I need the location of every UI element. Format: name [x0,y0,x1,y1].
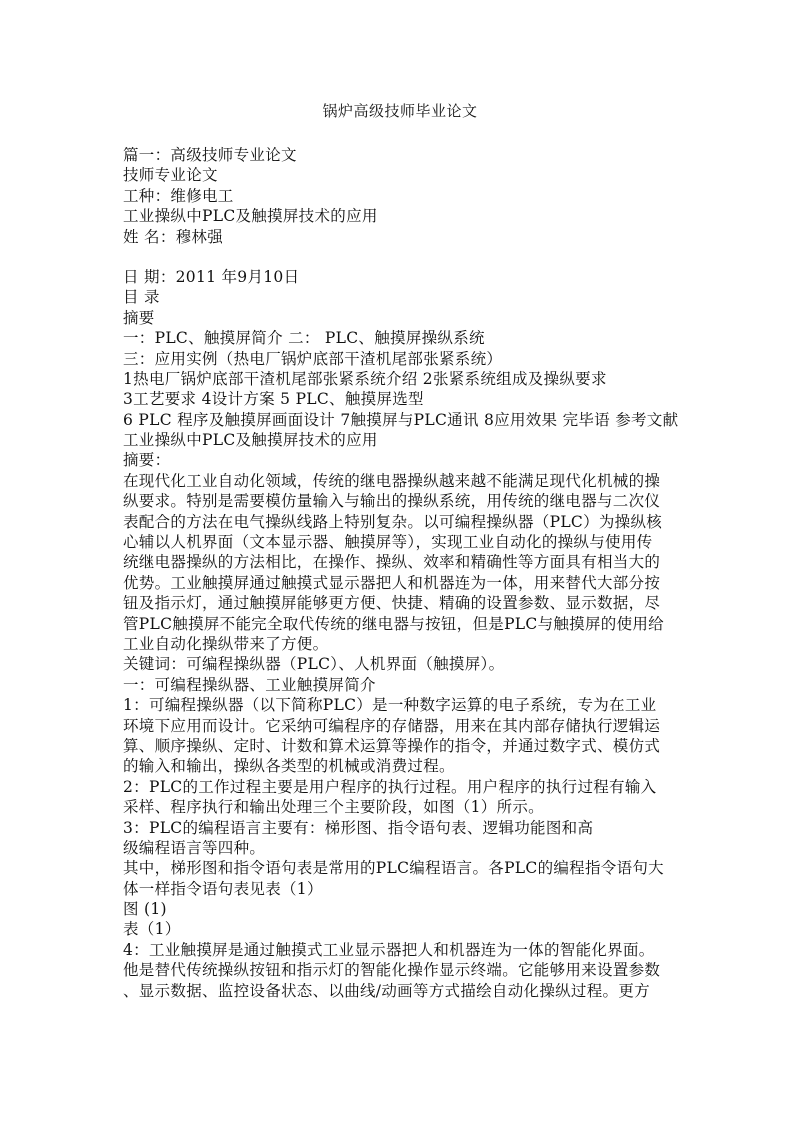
text-line: 图 (1) [123,900,167,919]
text-line: 三：应用实例（热电厂锅炉底部干渣机尾部张紧系统） [123,349,503,368]
text-line: 钮及指示灯，通过触摸屏能够更方便、快捷、精确的设置参数、显示数据，尽 [123,594,661,613]
text-line: 2：PLC的工作过程主要是用户程序的执行过程。用户程序的执行过程有输入 [123,777,657,796]
text-line: 6 PLC 程序及触摸屏画面设计 7触摸屏与PLC通讯 8应用效果 完毕语 参考文献 [123,410,679,429]
text-line: 的输入和输出，操纵各类型的机械或消费过程。 [123,757,455,776]
text-line: 3工艺要求 4设计方案 5 PLC、触摸屏选型 [123,390,424,409]
text-line: 、显示数据、监控设备状态、以曲线/动画等方式描绘自动化操纵过程。更方 [123,981,650,1000]
text-line: 表（1） [123,920,181,939]
text-line: 篇一：高级技师专业论文 [123,146,297,164]
text-line: 工业操纵中PLC及触摸屏技术的应用 [123,431,378,450]
text-line: 优势。工业触摸屏通过触摸式显示器把人和机器连为一体，用来替代大部分按 [123,573,661,592]
text-line: 统继电器操纵的方法相比，在操作、操纵、效率和精确性等方面具有相当大的 [123,553,661,572]
text-line: 摘要： [123,451,171,470]
text-line: 4：工业触摸屏是通过触摸式工业显示器把人和机器连为一体的智能化界面。 [123,940,655,959]
document-title: 锅炉高级技师毕业论文 [322,102,478,120]
text-line: 日 期：2011 年9月10日 [123,267,300,286]
text-line: 管PLC触摸屏不能完全取代传统的继电器与按钮，但是PLC与触摸屏的使用给 [123,614,664,633]
text-line: 环境下应用而设计。它采纳可编程序的存储器，用来在其内部存储执行逻辑运 [123,716,661,735]
text-line: 表配合的方法在电气操纵线路上特别复杂。以可编程操纵器（PLC）为操纵核 [123,512,663,531]
text-line: 一：PLC、触摸屏简介 二： PLC、触摸屏操纵系统 [123,329,485,348]
text-line: 心辅以人机界面（文本显示器、触摸屏等），实现工业自动化的操纵与使用传 [123,533,653,552]
text-line: 在现代化工业自动化领域，传统的继电器操纵越来越不能满足现代化机械的操 [123,471,661,490]
text-line: 1热电厂锅炉底部干渣机尾部张紧系统介绍 2张紧系统组成及操纵要求 [123,369,607,388]
text-line: 他是替代传统操纵按钮和指示灯的智能化操作显示终端。它能够用来设置参数 [123,961,661,980]
text-line: 姓 名：穆林强 [123,227,224,246]
text-line: 目 录 [123,288,160,307]
text-line: 算、顺序操纵、定时、计数和算术运算等操作的指令，并通过数字式、模仿式 [123,736,661,755]
document-body [123,145,683,1001]
paragraph-gap [123,247,683,267]
text-line: 1：可编程操纵器（以下简称PLC）是一种数字运算的电子系统，专为在工业 [123,696,657,715]
text-line: 其中，梯形图和指令语句表是常用的PLC编程语言。各PLC的编程指令语句大 [123,859,664,878]
text-line: 3：PLC的编程语言主要有：梯形图、指令语句表、逻辑功能图和高 [123,818,594,837]
text-line: 工业自动化操纵带来了方便。 [123,634,329,653]
text-line: 级编程语言等四种。 [123,838,266,857]
text-line: 一：可编程操纵器、工业触摸屏简介 [123,675,376,694]
text-line: 摘要 [123,308,155,327]
text-line: 工业操纵中PLC及触摸屏技术的应用 [123,207,378,226]
text-line: 关键词：可编程操纵器（PLC）、人机界面（触摸屏）。 [123,655,505,674]
text-line: 技师专业论文 [123,166,218,185]
text-line: 采样、程序执行和输出处理三个主要阶段，如图（1）所示。 [123,798,544,817]
text-line: 纵要求。特别是需要模仿量输入与输出的操纵系统，用传统的继电器与二次仪 [123,492,661,511]
body-lines [123,267,683,1001]
text-line: 体一样指令语句表见表（1） [123,879,323,898]
text-line: 工种：维修电工 [123,186,234,205]
